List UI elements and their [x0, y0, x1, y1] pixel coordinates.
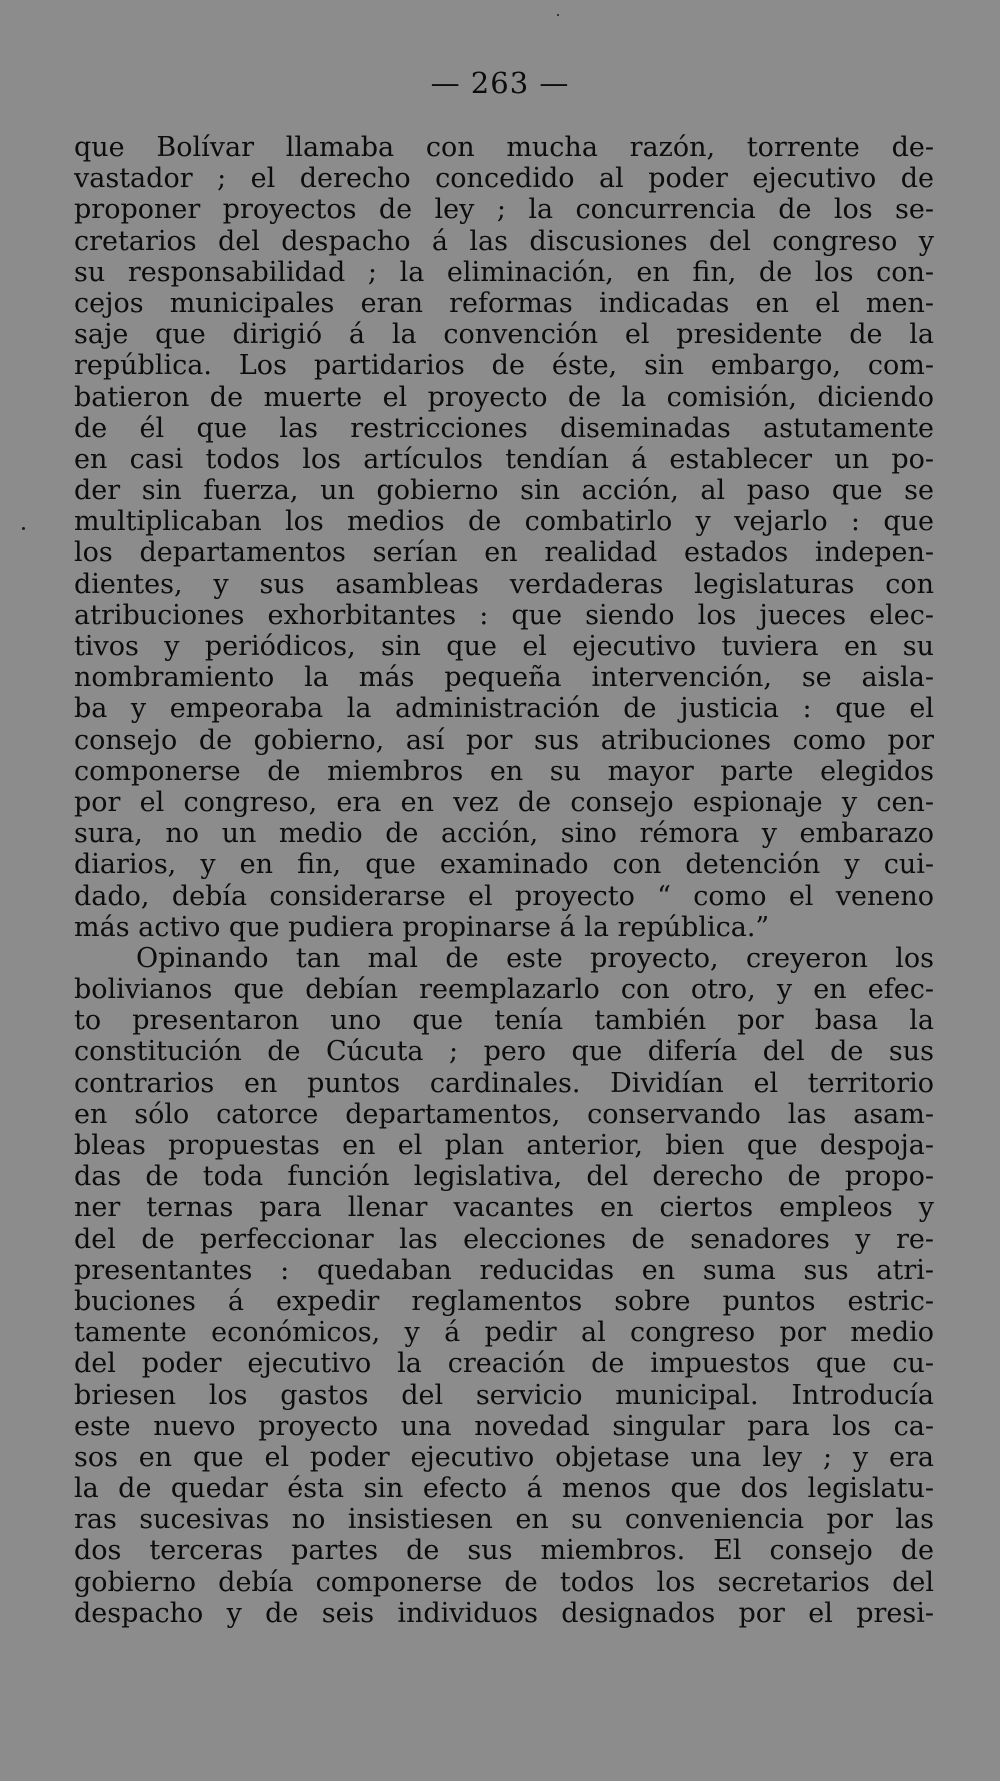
- text-line: bleas propuestas en el plan anterior, bien que despoja-: [74, 1130, 934, 1161]
- text-line: constitución de Cúcuta ; pero que difería del de sus: [74, 1036, 934, 1068]
- text-line: del poder ejecutivo la creación de impuestos que cu-: [74, 1348, 934, 1380]
- text-line: multiplicaban los medios de combatirlo y vejarlo : que: [74, 506, 934, 538]
- text-line: ner ternas para llenar vacantes en ciertos empleos y: [74, 1192, 934, 1224]
- text-line: de él que las restricciones diseminadas astutamente: [74, 412, 934, 444]
- text-line: más activo que pudiera propinarse á la república.”: [74, 911, 770, 943]
- scan-speck: [557, 14, 559, 16]
- text-line: dado, debía considerarse el proyecto “ como el veneno: [74, 880, 934, 912]
- text-line: dientes, y sus asambleas verdaderas legislaturas con: [74, 568, 934, 600]
- text-line: atribuciones exhorbitantes : que siendo los jueces elec-: [74, 599, 934, 631]
- text-line: despacho y de seis individuos designados por el presi-: [74, 1597, 934, 1629]
- text-line: briesen los gastos del servicio municipal. Introducía: [74, 1379, 934, 1411]
- text-line: este nuevo proyecto una novedad singular para los ca-: [74, 1410, 934, 1442]
- text-line: vastador ; el derecho concedido al poder ejecutivo de: [74, 163, 934, 195]
- text-line: proponer proyectos de ley ; la concurrencia de los se-: [74, 194, 934, 226]
- page-number: — 263 —: [430, 66, 570, 100]
- text-line: saje que dirigió á la convención el presidente de la: [74, 319, 934, 351]
- text-line: batieron de muerte el proyecto de la comisión, diciendo: [74, 381, 934, 413]
- text-line: nombramiento la más pequeña intervención, se aisla-: [74, 662, 934, 694]
- text-line: consejo de gobierno, así por sus atribuciones como por: [74, 724, 934, 756]
- text-line: buciones á expedir reglamentos sobre puntos estric-: [74, 1285, 934, 1317]
- text-line: gobierno debía componerse de todos los secretarios del: [74, 1566, 934, 1598]
- text-line: das de toda función legislativa, del derecho de propo-: [74, 1161, 934, 1193]
- text-line: en sólo catorce departamentos, conservando las asam-: [74, 1098, 934, 1130]
- text-line: ba y empeoraba la administración de justicia : que el: [74, 693, 934, 725]
- text-line: componerse de miembros en su mayor parte elegidos: [74, 755, 934, 787]
- text-line: contrarios en puntos cardinales. Dividían el territorio: [74, 1067, 934, 1099]
- text-line: diarios, y en fin, que examinado con detención y cui-: [74, 849, 934, 881]
- text-line: república. Los partidarios de éste, sin embargo, com-: [74, 350, 934, 382]
- text-line: su responsabilidad ; la eliminación, en fin, de los con-: [74, 256, 934, 288]
- text-line: presentantes : quedaban reducidas en suma sus atri-: [74, 1254, 934, 1286]
- text-line: los departamentos serían en realidad estados indepen-: [74, 537, 934, 569]
- text-line: del de perfeccionar las elecciones de senadores y re-: [74, 1223, 934, 1255]
- text-line: bolivianos que debían reemplazarlo con otro, y en efec-: [74, 974, 934, 1006]
- text-line: to presentaron uno que tenía también por basa la: [74, 1005, 934, 1037]
- text-line: Opinando tan mal de este proyecto, creyeron los: [136, 942, 934, 974]
- text-line: la de quedar ésta sin efecto á menos que dos legislatu-: [74, 1473, 934, 1505]
- text-line: que Bolívar llamaba con mucha razón, torrente de-: [74, 132, 934, 163]
- text-line: der sin fuerza, un gobierno sin acción, al paso que se: [74, 475, 934, 507]
- text-line: cretarios del despacho á las discusiones del congreso y: [74, 225, 934, 257]
- text-line: por el congreso, era en vez de consejo espionaje y cen-: [74, 786, 934, 818]
- text-line: sos en que el poder ejecutivo objetase una ley ; y era: [74, 1441, 934, 1473]
- text-line: cejos municipales eran reformas indicadas en el men-: [74, 287, 934, 319]
- text-line: ras sucesivas no insistiesen en su conveniencia por las: [74, 1504, 934, 1536]
- text-line: en casi todos los artículos tendían á establecer un po-: [74, 443, 934, 475]
- body-text: [74, 132, 934, 1629]
- scan-speck: [22, 527, 25, 530]
- text-line: tamente económicos, y á pedir al congreso por medio: [74, 1317, 934, 1349]
- text-line: tivos y periódicos, sin que el ejecutivo tuviera en su: [74, 631, 934, 662]
- text-line: dos terceras partes de sus miembros. El consejo de: [74, 1535, 934, 1567]
- text-line: sura, no un medio de acción, sino rémora y embarazo: [74, 818, 934, 850]
